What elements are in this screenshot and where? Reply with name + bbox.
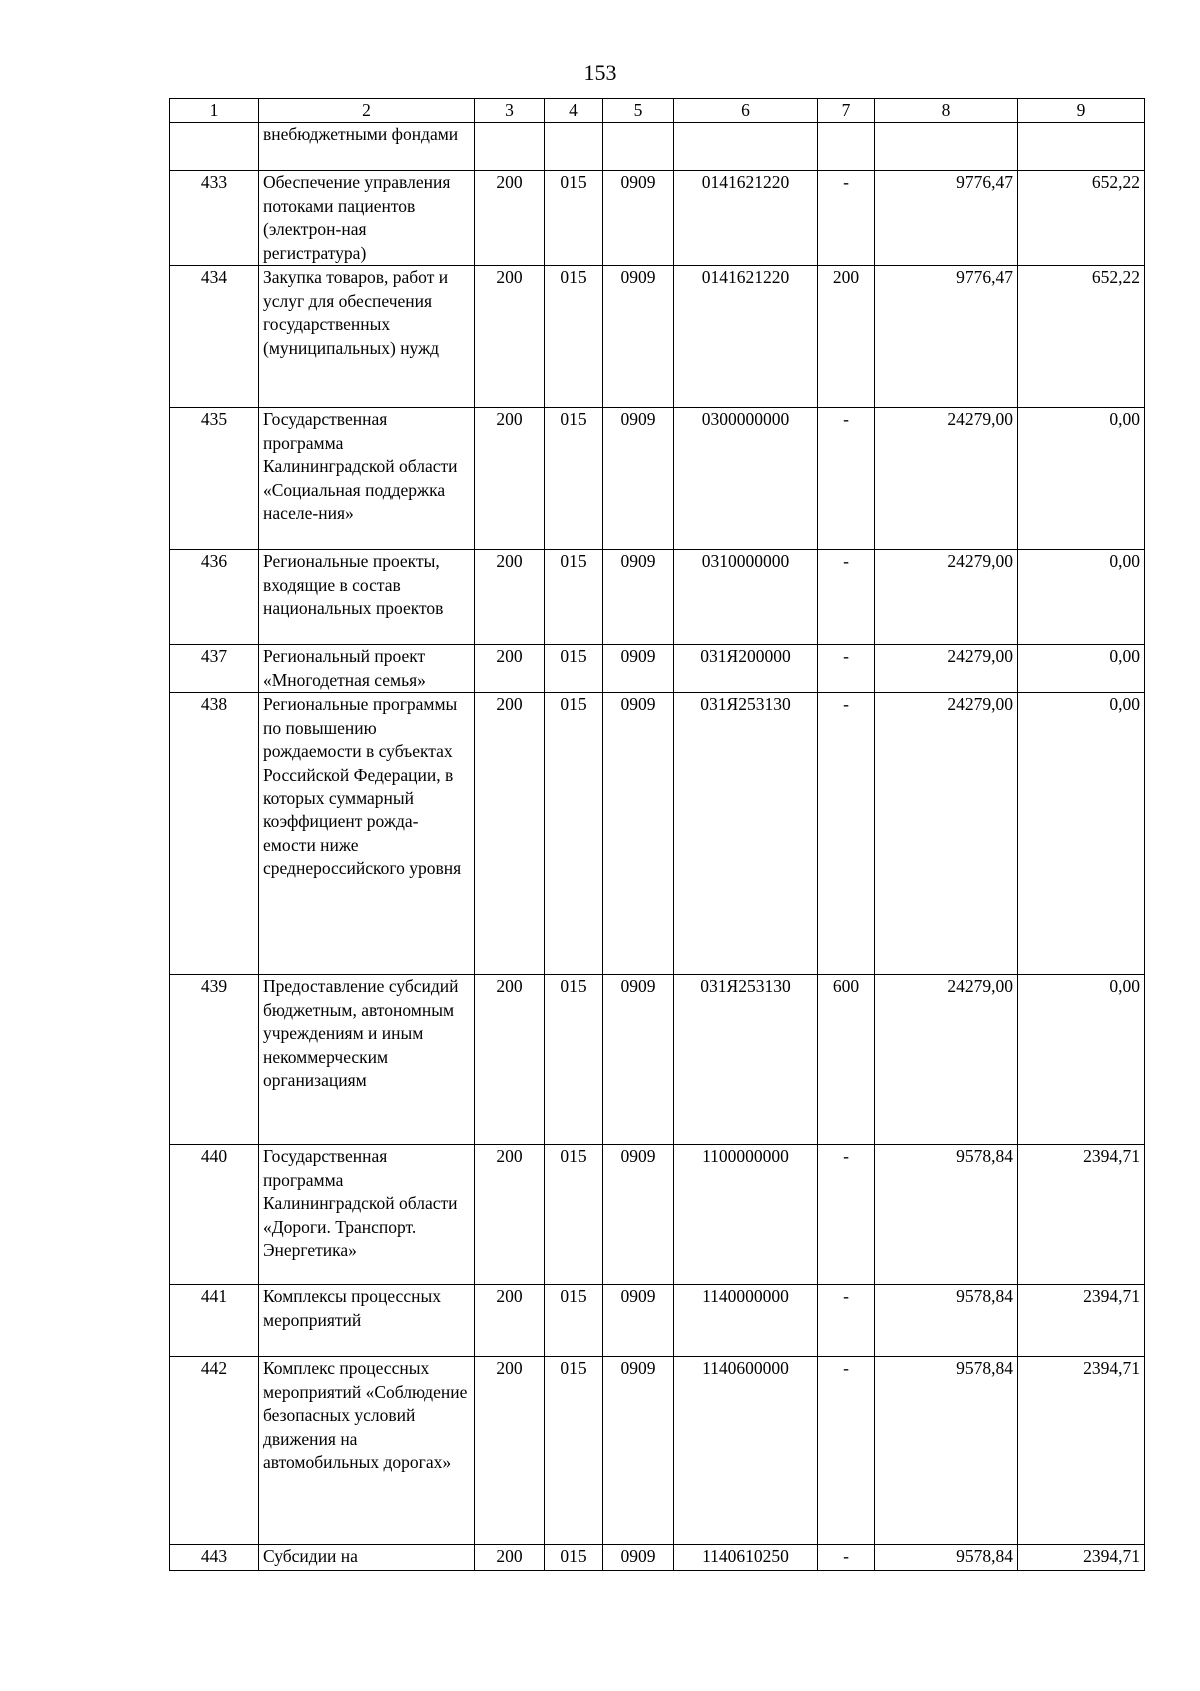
column-header: 5 (603, 99, 674, 123)
row-number: 443 (170, 1545, 259, 1571)
column-header: 4 (545, 99, 603, 123)
cell-col7: - (818, 550, 875, 645)
cell-col4: 015 (545, 266, 603, 408)
row-number: 434 (170, 266, 259, 408)
cell-col3: 200 (475, 171, 545, 266)
table-row (170, 1357, 1145, 1545)
cell-col6: 031Я253130 (674, 975, 818, 1145)
cell-col9: 652,22 (1018, 171, 1145, 266)
cell-col4: 015 (545, 645, 603, 693)
cell-col7 (818, 123, 875, 171)
table-row (170, 266, 1145, 408)
table-row (170, 123, 1145, 171)
cell-col6: 1140610250 (674, 1545, 818, 1571)
table-header-row (170, 99, 1145, 123)
cell-col7: 600 (818, 975, 875, 1145)
row-name: Региональные проекты, входящие в состав национальных проектов (259, 550, 475, 645)
cell-col5: 0909 (603, 1145, 674, 1285)
cell-col4: 015 (545, 693, 603, 975)
table-row (170, 1285, 1145, 1357)
row-name: Региональный проект «Многодетная семья» (259, 645, 475, 693)
cell-col3: 200 (475, 693, 545, 975)
cell-col8: 9578,84 (875, 1285, 1018, 1357)
cell-col6: 0141621220 (674, 266, 818, 408)
cell-col4 (545, 123, 603, 171)
cell-col3: 200 (475, 408, 545, 550)
budget-table (169, 98, 1145, 1571)
page-number: 153 (583, 60, 617, 85)
row-name: Закупка товаров, работ и услуг для обеспечения государственных (муниципальных) нужд (259, 266, 475, 408)
row-name: Комплексы процессных мероприятий (259, 1285, 475, 1357)
row-name: внебюджетными фондами (259, 123, 475, 171)
row-name: Государственная программа Калининградской области «Социальная поддержка населе-ния» (259, 408, 475, 550)
cell-col7: - (818, 645, 875, 693)
cell-col9: 0,00 (1018, 550, 1145, 645)
cell-col7: - (818, 1285, 875, 1357)
cell-col7: - (818, 693, 875, 975)
cell-col4: 015 (545, 550, 603, 645)
cell-col8 (875, 123, 1018, 171)
row-number: 441 (170, 1285, 259, 1357)
column-header: 1 (170, 99, 259, 123)
cell-col8: 24279,00 (875, 645, 1018, 693)
row-number: 437 (170, 645, 259, 693)
row-number: 442 (170, 1357, 259, 1545)
cell-col7: - (818, 1145, 875, 1285)
row-name: Субсидии на (259, 1545, 475, 1571)
cell-col6: 1140000000 (674, 1285, 818, 1357)
cell-col6: 031Я253130 (674, 693, 818, 975)
row-name: Региональные программы по повышению рождаемости в субъектах Российской Федерации, в которых суммарный коэффициент рожда-емости ниже среднероссийского уровня (259, 693, 475, 975)
row-number: 438 (170, 693, 259, 975)
cell-col6: 1140600000 (674, 1357, 818, 1545)
row-name: Государственная программа Калининградской области «Дороги. Транспорт. Энергетика» (259, 1145, 475, 1285)
row-number: 433 (170, 171, 259, 266)
cell-col6: 031Я200000 (674, 645, 818, 693)
cell-col3: 200 (475, 1357, 545, 1545)
cell-col3: 200 (475, 645, 545, 693)
cell-col8: 9578,84 (875, 1357, 1018, 1545)
cell-col5: 0909 (603, 693, 674, 975)
cell-col5: 0909 (603, 171, 674, 266)
cell-col3: 200 (475, 1545, 545, 1571)
row-number: 435 (170, 408, 259, 550)
table-row (170, 975, 1145, 1145)
cell-col8: 9578,84 (875, 1145, 1018, 1285)
cell-col5: 0909 (603, 1545, 674, 1571)
column-header: 2 (259, 99, 475, 123)
cell-col7: - (818, 1545, 875, 1571)
cell-col6: 0310000000 (674, 550, 818, 645)
column-header: 3 (475, 99, 545, 123)
cell-col8: 24279,00 (875, 550, 1018, 645)
table-row (170, 171, 1145, 266)
cell-col7: - (818, 171, 875, 266)
cell-col5: 0909 (603, 266, 674, 408)
cell-col9: 0,00 (1018, 693, 1145, 975)
cell-col7: - (818, 408, 875, 550)
column-header: 6 (674, 99, 818, 123)
cell-col8: 24279,00 (875, 975, 1018, 1145)
cell-col9: 2394,71 (1018, 1357, 1145, 1545)
cell-col6: 0141621220 (674, 171, 818, 266)
cell-col3: 200 (475, 1145, 545, 1285)
table-row (170, 550, 1145, 645)
cell-col9: 652,22 (1018, 266, 1145, 408)
cell-col5 (603, 123, 674, 171)
cell-col6 (674, 123, 818, 171)
cell-col9: 2394,71 (1018, 1545, 1145, 1571)
cell-col9 (1018, 123, 1145, 171)
row-number: 439 (170, 975, 259, 1145)
cell-col9: 0,00 (1018, 975, 1145, 1145)
cell-col5: 0909 (603, 1285, 674, 1357)
table-row (170, 1545, 1145, 1571)
cell-col3: 200 (475, 550, 545, 645)
column-header: 7 (818, 99, 875, 123)
row-number: 436 (170, 550, 259, 645)
cell-col6: 0300000000 (674, 408, 818, 550)
cell-col4: 015 (545, 1145, 603, 1285)
cell-col8: 9578,84 (875, 1545, 1018, 1571)
cell-col8: 9776,47 (875, 266, 1018, 408)
cell-col4: 015 (545, 1545, 603, 1571)
cell-col4: 015 (545, 975, 603, 1145)
cell-col7: - (818, 1357, 875, 1545)
column-header: 9 (1018, 99, 1145, 123)
row-name: Предоставление субсидий бюджетным, автономным учреждениям и иным некоммерческим организациям (259, 975, 475, 1145)
table-row (170, 1145, 1145, 1285)
cell-col4: 015 (545, 1285, 603, 1357)
table-row (170, 408, 1145, 550)
cell-col9: 2394,71 (1018, 1145, 1145, 1285)
cell-col5: 0909 (603, 550, 674, 645)
cell-col4: 015 (545, 408, 603, 550)
row-name: Комплекс процессных мероприятий «Соблюдение безопасных условий движения на автомобильных дорогах» (259, 1357, 475, 1545)
cell-col3 (475, 123, 545, 171)
cell-col8: 24279,00 (875, 408, 1018, 550)
cell-col5: 0909 (603, 1357, 674, 1545)
table-row (170, 645, 1145, 693)
cell-col6: 1100000000 (674, 1145, 818, 1285)
cell-col3: 200 (475, 1285, 545, 1357)
cell-col5: 0909 (603, 645, 674, 693)
cell-col3: 200 (475, 266, 545, 408)
cell-col9: 0,00 (1018, 408, 1145, 550)
cell-col8: 24279,00 (875, 693, 1018, 975)
cell-col4: 015 (545, 1357, 603, 1545)
cell-col9: 0,00 (1018, 645, 1145, 693)
cell-col5: 0909 (603, 408, 674, 550)
row-number (170, 123, 259, 171)
row-number: 440 (170, 1145, 259, 1285)
cell-col9: 2394,71 (1018, 1285, 1145, 1357)
cell-col3: 200 (475, 975, 545, 1145)
column-header: 8 (875, 99, 1018, 123)
table-row (170, 693, 1145, 975)
row-name: Обеспечение управления потоками пациентов (электрон-ная регистратура) (259, 171, 475, 266)
cell-col8: 9776,47 (875, 171, 1018, 266)
cell-col7: 200 (818, 266, 875, 408)
cell-col5: 0909 (603, 975, 674, 1145)
cell-col4: 015 (545, 171, 603, 266)
